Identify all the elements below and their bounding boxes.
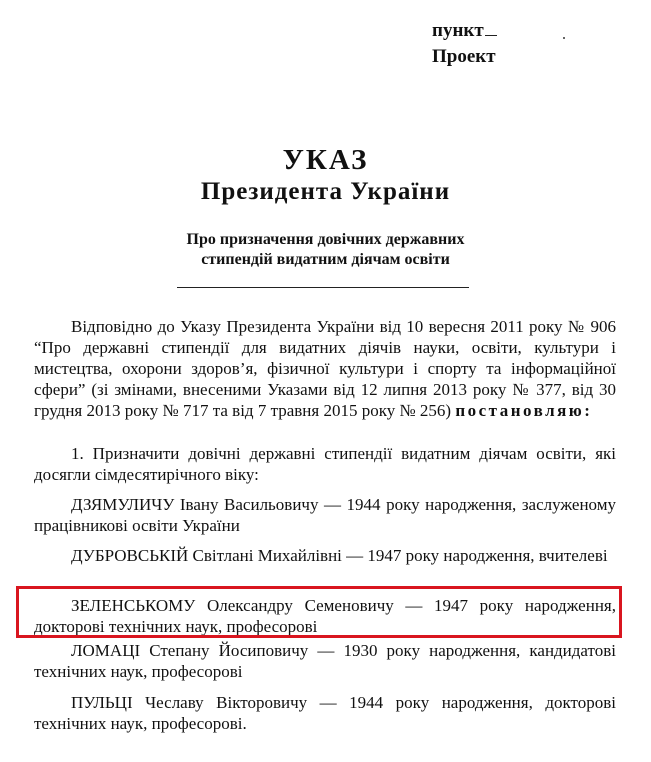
recipient-item-highlighted: ЗЕЛЕНСЬКОМУ Олександру Семеновичу — 1947 року народження, докторові технічних наук, професорові	[34, 596, 616, 636]
preamble-paragraph	[34, 316, 616, 421]
punkt-label: пункт	[432, 20, 484, 41]
recipient-item: ДЗЯМУЛИЧУ Івану Васильовичу — 1944 року народження, заслуженому працівникові освіти України	[34, 495, 616, 535]
preamble-text: Відповідно до Указу Президента України від 10 вересня 2011 року № 906 “Про державні стипендії для видатних діячів науки, освіти, культури і мистецтва, охорони здоров’я, фізичної культури і спорту та інформаційної сфери” (зі змінами, внесеними Указами від 12 липня 2013 року № 377, від 30 грудня 2013 року № 717 та від 7 травня 2015 року № 256)	[34, 317, 616, 420]
scan-speck	[563, 37, 565, 39]
highlight-box	[16, 586, 622, 638]
recipient-item: ЛОМАЦІ Степану Йосиповичу — 1930 року народження, кандидатові технічних наук, професорові	[34, 641, 616, 681]
punkt-blank-line	[485, 35, 497, 36]
subject-line-2: стипендій видатним діячам освіти	[201, 251, 450, 268]
document-issuer: Президента України	[200, 178, 451, 205]
document-subject	[0, 230, 651, 270]
postanovliaiu-word: постановляю:	[455, 401, 593, 420]
recipient-item: ДУБРОВСЬКІЙ Світлані Михайлівні — 1947 року народження, вчителеві	[71, 546, 608, 565]
proekt-label: Проект	[432, 46, 496, 67]
document-title: УКАЗ	[282, 144, 369, 176]
subject-line-1: Про призначення довічних державних	[186, 231, 465, 248]
title-underline	[177, 287, 469, 288]
recipient-item: ПУЛЬЦІ Чеславу Вікторовичу — 1944 року народження, докторові технічних наук, професорові.	[34, 693, 616, 733]
clause-1: 1. Призначити довічні державні стипендії видатним діячам освіти, які досягли сімдесятирічного віку:	[34, 444, 616, 484]
header-notes	[432, 18, 497, 70]
